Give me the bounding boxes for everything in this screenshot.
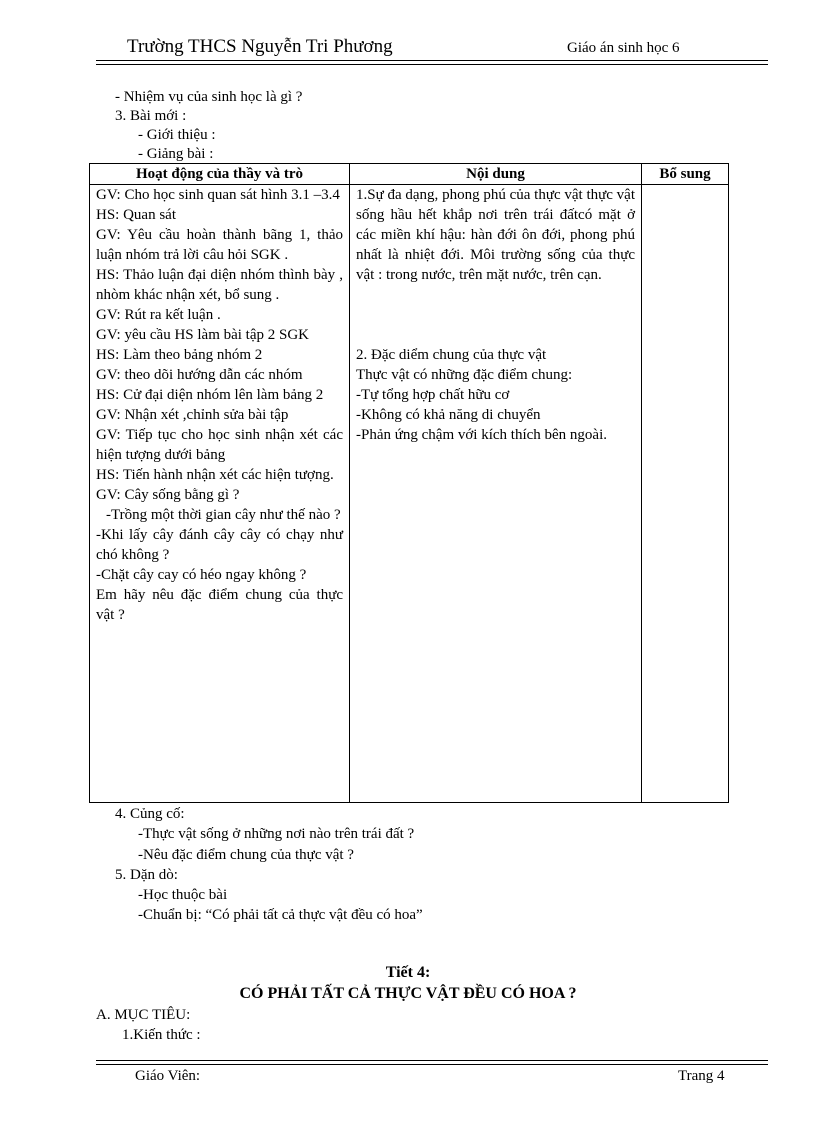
header-activities: Hoạt động của thầy và trò [90,164,350,185]
homework-item: -Học thuộc bài [138,887,228,903]
content-line: Thực vật có những đặc điểm chung: [356,367,573,383]
content-line: -Tự tổng hợp chất hữu cơ [356,387,510,403]
table-header-row [90,164,729,185]
review-question: - Nhiệm vụ của sinh học là gì ? [115,89,303,105]
section-objectives: A. MỤC TIÊU: [96,1007,191,1023]
content-line: -Không có khả năng di chuyển [356,407,541,423]
table-row [90,185,729,803]
activity-line: GV: Rút ra kết luận . [96,307,221,323]
knowledge-heading: 1.Kiến thức : [122,1027,201,1043]
school-name: Trường THCS Nguyễn Tri Phương [127,36,393,57]
activity-line: GV: Nhận xét ,chỉnh sửa bài tập [96,407,289,423]
activity-line: GV: Yêu cầu hoàn thành bãng 1, thảo luận nhóm trả lời câu hỏi SGK . [96,227,343,263]
activities-cell [90,185,350,803]
period-label: Tiết 4: [385,964,431,981]
activity-line: HS: Làm theo bảng nhóm 2 [96,347,263,363]
activity-line: -Khi lấy cây đánh cây cây có chạy như chó không ? [96,527,343,563]
step-homework: 5. Dặn dò: [115,867,178,883]
activity-line: GV: theo dõi hướng dẫn các nhóm [96,367,303,383]
lesson-table [89,163,729,803]
page-number: Trang 4 [678,1068,725,1084]
content-section-1: 1.Sự đa dạng, phong phú của thực vật thực vật sống hầu hết khắp nơi trên trái đấtcó mặt ở các miền khí hậu: hàn đới ôn đới, phong phú nhất là nhiệt đới. Môi trường sống của thực vật : trong nước, trên mặt nước, trên cạn. [356,187,635,283]
activity-line: GV: Cây sống bằng gì ? [96,487,240,503]
consolidation-question: -Thực vật sống ở những nơi nào trên trái đất ? [138,826,415,842]
step-new-lesson: 3. Bài mới : [115,108,187,124]
step-consolidation: 4. Củng cố: [115,806,185,822]
header-supplement: Bổ sung [642,164,729,185]
lesson-title: CÓ PHẢI TẤT CẢ THỰC VẬT ĐỀU CÓ HOA ? [239,985,577,1002]
consolidation-question: -Nêu đặc điểm chung của thực vật ? [138,847,354,863]
header-rule [96,60,768,61]
activity-line: HS: Cử đại diện nhóm lên làm bảng 2 [96,387,324,403]
header-content: Nội dung [350,164,642,185]
content-line: -Phản ứng chậm với kích thích bên ngoài. [356,427,608,443]
homework-item: -Chuẩn bị: “Có phải tất cả thực vật đều có hoa” [138,907,423,923]
activity-line: HS: Quan sát [96,207,176,223]
activity-line: GV: Tiếp tục cho học sinh nhận xét các hiện tượng dưới bảng [96,427,343,463]
activity-line: Em hãy nêu đặc điểm chung của thực vật ? [96,587,343,623]
lesson-item: - Giảng bài : [138,146,214,162]
activity-line: HS: Thảo luận đại diện nhóm thình bày , nhòm khác nhận xét, bổ sung . [96,267,343,303]
activity-line: GV: yêu cầu HS làm bài tập 2 SGK [96,327,310,343]
activity-line: -Trồng một thời gian cây như thế nào ? [106,507,341,523]
intro-item: - Giới thiệu : [138,127,216,143]
activity-line: -Chặt cây cay có héo ngay không ? [96,567,307,583]
teacher-label: Giáo Viên: [135,1068,201,1084]
header-rule-double [96,64,768,65]
activity-line: GV: Cho học sinh quan sát hình 3.1 –3.4 [96,187,340,203]
content-line: 2. Đặc diểm chung của thực vật [356,347,547,363]
content-cell [350,185,642,803]
footer-rule [96,1060,768,1061]
footer-rule-double [96,1064,768,1065]
supplement-cell [642,185,729,803]
subject-title: Giáo án sinh học 6 [567,40,680,56]
activity-line: HS: Tiến hành nhận xét các hiện tượng. [96,467,334,483]
